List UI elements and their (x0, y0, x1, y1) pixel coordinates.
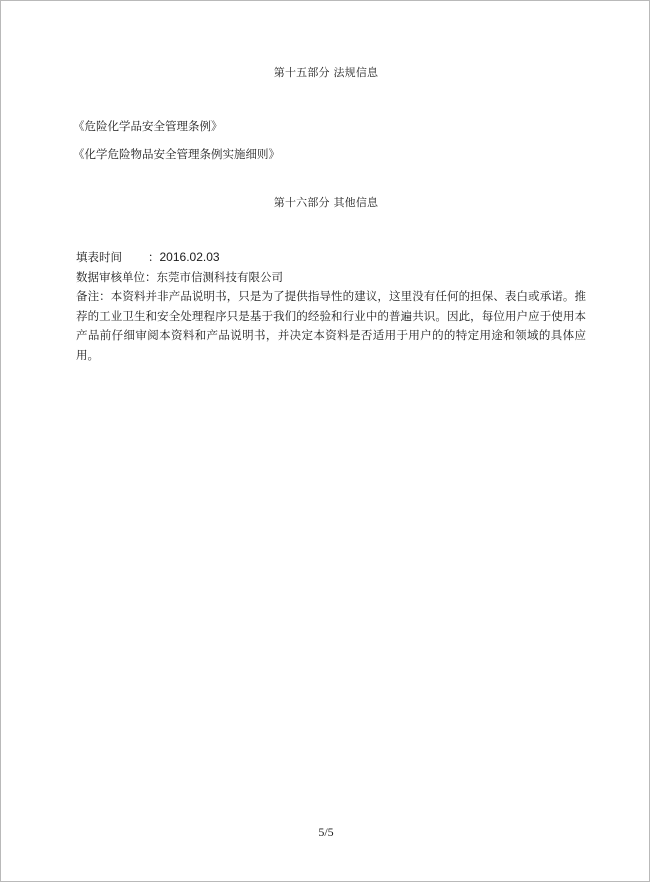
review-unit-value: 东莞市信测科技有限公司 (156, 269, 283, 284)
other-info-block (76, 248, 586, 365)
fill-date-row (76, 248, 586, 268)
page-number: 5/5 (318, 825, 334, 839)
review-unit-row (76, 268, 586, 288)
fill-date-label: 填表时间 (76, 250, 122, 264)
regulation-item: 《危险化学品安全管理条例》 (73, 119, 223, 133)
fill-date-value: 2016.02.03 (159, 250, 220, 264)
fill-date-separator: ： (148, 250, 160, 264)
section-16-title: 第十六部分 其他信息 (273, 196, 379, 209)
regulation-item: 《化学危险物品安全管理条例实施细则》 (73, 147, 280, 161)
disclaimer-note: 备注：本资料并非产品说明书，只是为了提供指导性的建议，这里没有任何的担保、表白或承诺。推荐的工业卫生和安全处理程序只是基于我们的经验和行业中的普遍共识。因此，每位用户应于使用本产品前仔细审阅本资料和产品说明书，并决定本资料是否适用于用户的的特定用途和领域的具体应用。 (76, 289, 586, 362)
review-unit-label: 数据审核单位： (76, 269, 157, 284)
section-15-title: 第十五部分 法规信息 (273, 66, 379, 79)
